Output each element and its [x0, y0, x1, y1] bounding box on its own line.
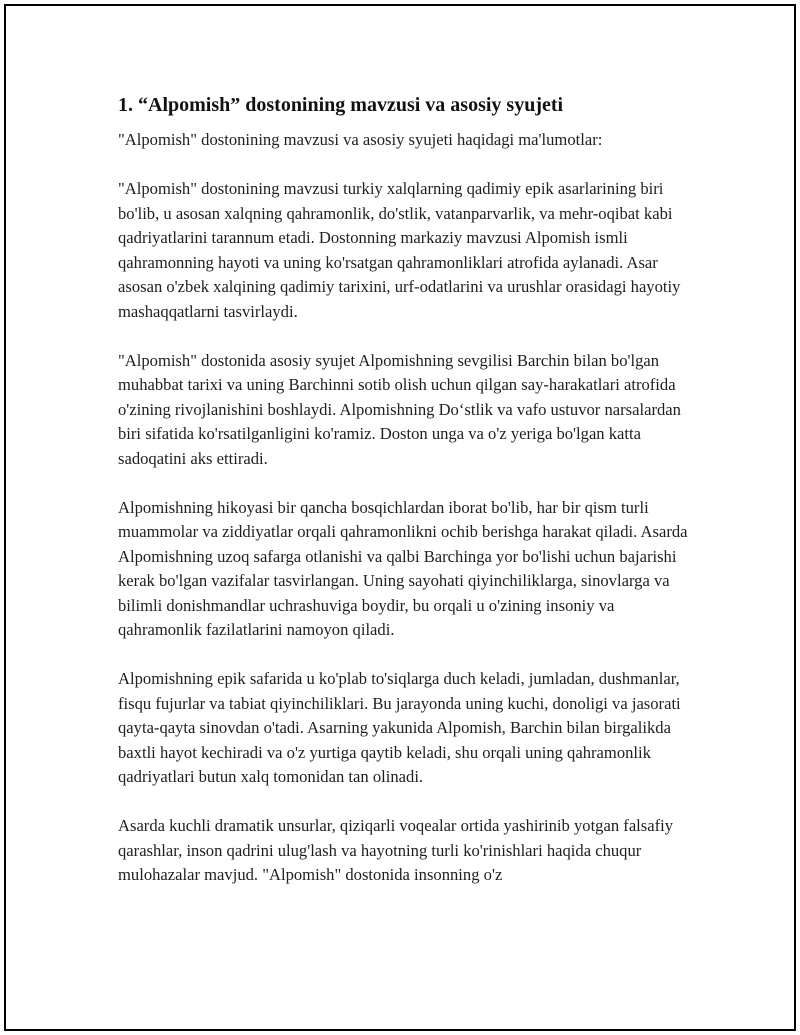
paragraph-journey: Alpomishning epik safarida u ko'plab to'siqlarga duch keladi, jumladan, dushmanlar, fisqu fujurlar va tabiat qiyinchiliklari. Bu jarayonda uning kuchi, donoligi va jasorati qayta-qayta sinovdan o'tadi. Asarning yakunida Alpomish, Barchin bilan birgalikda baxtli hayot kechiradi va o'z yurtiga qaytib keladi, shu orqali uning qahramonlik qadriyatlari butun xalq tomonidan tan olinadi.	[118, 669, 681, 786]
paragraph-philosophy: Asarda kuchli dramatik unsurlar, qiziqarli voqealar ortida yashirinib yotgan falsafiy qarashlar, inson qadrini ulug'lash va hayotning turli ko'rinishlari haqida chuqur mulohazalar mavjud. "Alpomish" dostonida insonning o'z	[118, 816, 674, 884]
paragraph-stages: Alpomishning hikoyasi bir qancha bosqichlardan iborat bo'lib, har bir qism turli muammolar va ziddiyatlar orqali qahramonlikni ochib berishga harakat qiladi. Asarda Alpomishning uzoq safarga otlanishi va qalbi Barchinga yor bo'lishi uchun bajarishi kerak bo'lgan vazifalar tasvirlangan. Uning sayohati qiyinchiliklarga, sinovlarga va bilimli donishmandlar uchrashuviga boydir, bu orqali u o'zining insoniy va qahramonlik fazilatlarini namoyon qiladi.	[118, 497, 688, 639]
section-heading: 1. “Alpomish” dostonining mavzusi va asosiy syujeti	[118, 94, 564, 116]
paragraph-plot: "Alpomish" dostonida asosiy syujet Alpomishning sevgilisi Barchin bilan bo'lgan muhabbat tarixi va uning Barchinni sotib olish uchun qilgan say-harakatlari atrofida o'zining rivojlanishini boshlaydi. Alpomishning Do‘stlik va vafo ustuvor narsalardan biri sifatida ko'rsatilganligini ko'ramiz. Doston unga va o'z yeriga bo'lgan katta sadoqatini aks ettiradi.	[118, 350, 681, 468]
paragraph-theme: "Alpomish" dostonining mavzusi turkiy xalqlarning qadimiy epik asarlarining biri bo'lib, u asosan xalqning qahramonlik, do'stlik, vatanparvarlik, va mehr-oqibat kabi qadriyatlarini tarannum etadi. Dostonning markaziy mavzusi Alpomish ismli qahramonning hayoti va uning ko'rsatgan qahramonliklari atrofida aylanadi. Asar asosan o'zbek xalqining qadimiy tarixini, urf-odatlarini va urushlar orasidagi hayotiy mashaqqatlarni tasvirlaydi.	[118, 179, 681, 321]
document-body	[118, 92, 698, 912]
intro-paragraph: "Alpomish" dostonining mavzusi va asosiy syujeti haqidagi ma'lumotlar:	[118, 130, 603, 149]
